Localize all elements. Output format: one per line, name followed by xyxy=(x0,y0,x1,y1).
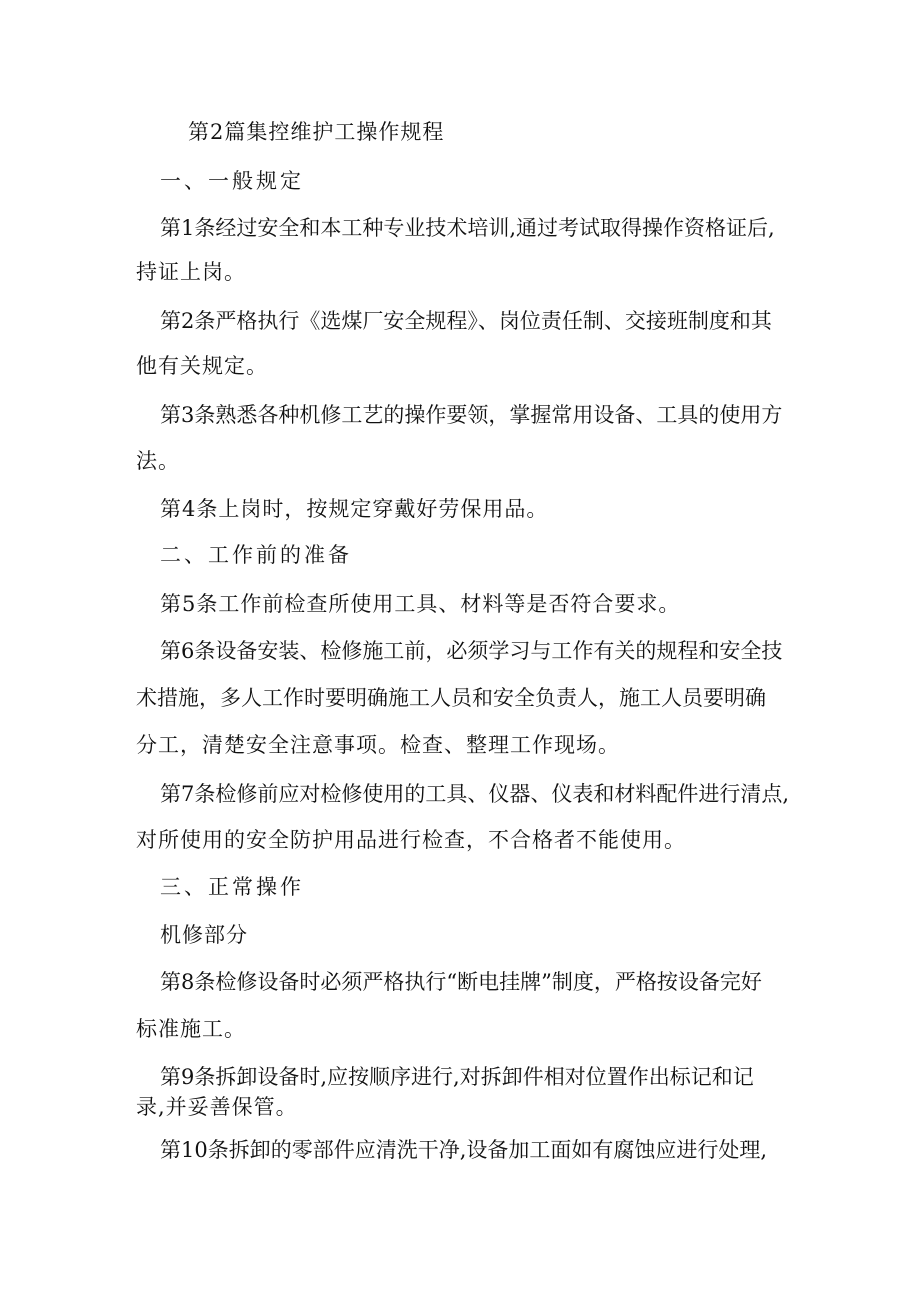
section-heading-general: 一、一般规定 xyxy=(160,169,304,193)
article-9-line-1: 第9条拆卸设备时,应按顺序进行,对拆卸件相对位置作出标记和记 xyxy=(160,1065,754,1089)
article-6-line-1: 第6条设备安装、检修施工前，必须学习与工作有关的规程和安全技 xyxy=(160,639,783,663)
section-heading-normal-operation: 三、正常操作 xyxy=(160,875,304,899)
article-3-line-1: 第3条熟悉各种机修工艺的操作要领，掌握常用设备、工具的使用方 xyxy=(160,403,783,427)
article-8-line-1: 第8条检修设备时必须严格执行“断电挂牌”制度，严格按设备完好 xyxy=(160,970,762,994)
article-6-line-2: 术措施，多人工作时要明确施工人员和安全负责人，施工人员要明确 xyxy=(136,686,766,710)
article-10-line-1: 第10条拆卸的零部件应清洗干净,设备加工面如有腐蚀应进行处理, xyxy=(160,1138,768,1162)
article-9-line-2: 录,并妥善保管。 xyxy=(136,1095,298,1119)
subsection-heading-maintenance: 机修部分 xyxy=(160,923,248,947)
article-8-line-2: 标准施工。 xyxy=(136,1017,246,1041)
article-3-line-2: 法。 xyxy=(136,449,180,473)
article-7-line-1: 第7条检修前应对检修使用的工具、仪器、仪表和材料配件进行清点, xyxy=(160,782,790,806)
article-7-line-2: 对所使用的安全防护用品进行检查，不合格者不能使用。 xyxy=(136,828,686,852)
article-5: 第5条工作前检查所使用工具、材料等是否符合要求。 xyxy=(160,592,681,616)
document-title: 第2篇集控维护工操作规程 xyxy=(188,120,445,144)
article-1-line-1: 第1条经过安全和本工种专业技术培训,通过考试取得操作资格证后, xyxy=(160,216,775,240)
article-1-line-2: 持证上岗。 xyxy=(136,260,246,284)
article-2-line-2: 他有关规定。 xyxy=(136,354,268,378)
article-4: 第4条上岗时，按规定穿戴好劳保用品。 xyxy=(160,497,549,521)
article-2-line-1: 第2条严格执行《选煤厂安全规程》、岗位责任制、交接班制度和其 xyxy=(160,309,772,333)
article-6-line-3: 分工，清楚安全注意事项。检查、整理工作现场。 xyxy=(136,733,620,757)
section-heading-preparation: 二、工作前的准备 xyxy=(160,543,352,567)
